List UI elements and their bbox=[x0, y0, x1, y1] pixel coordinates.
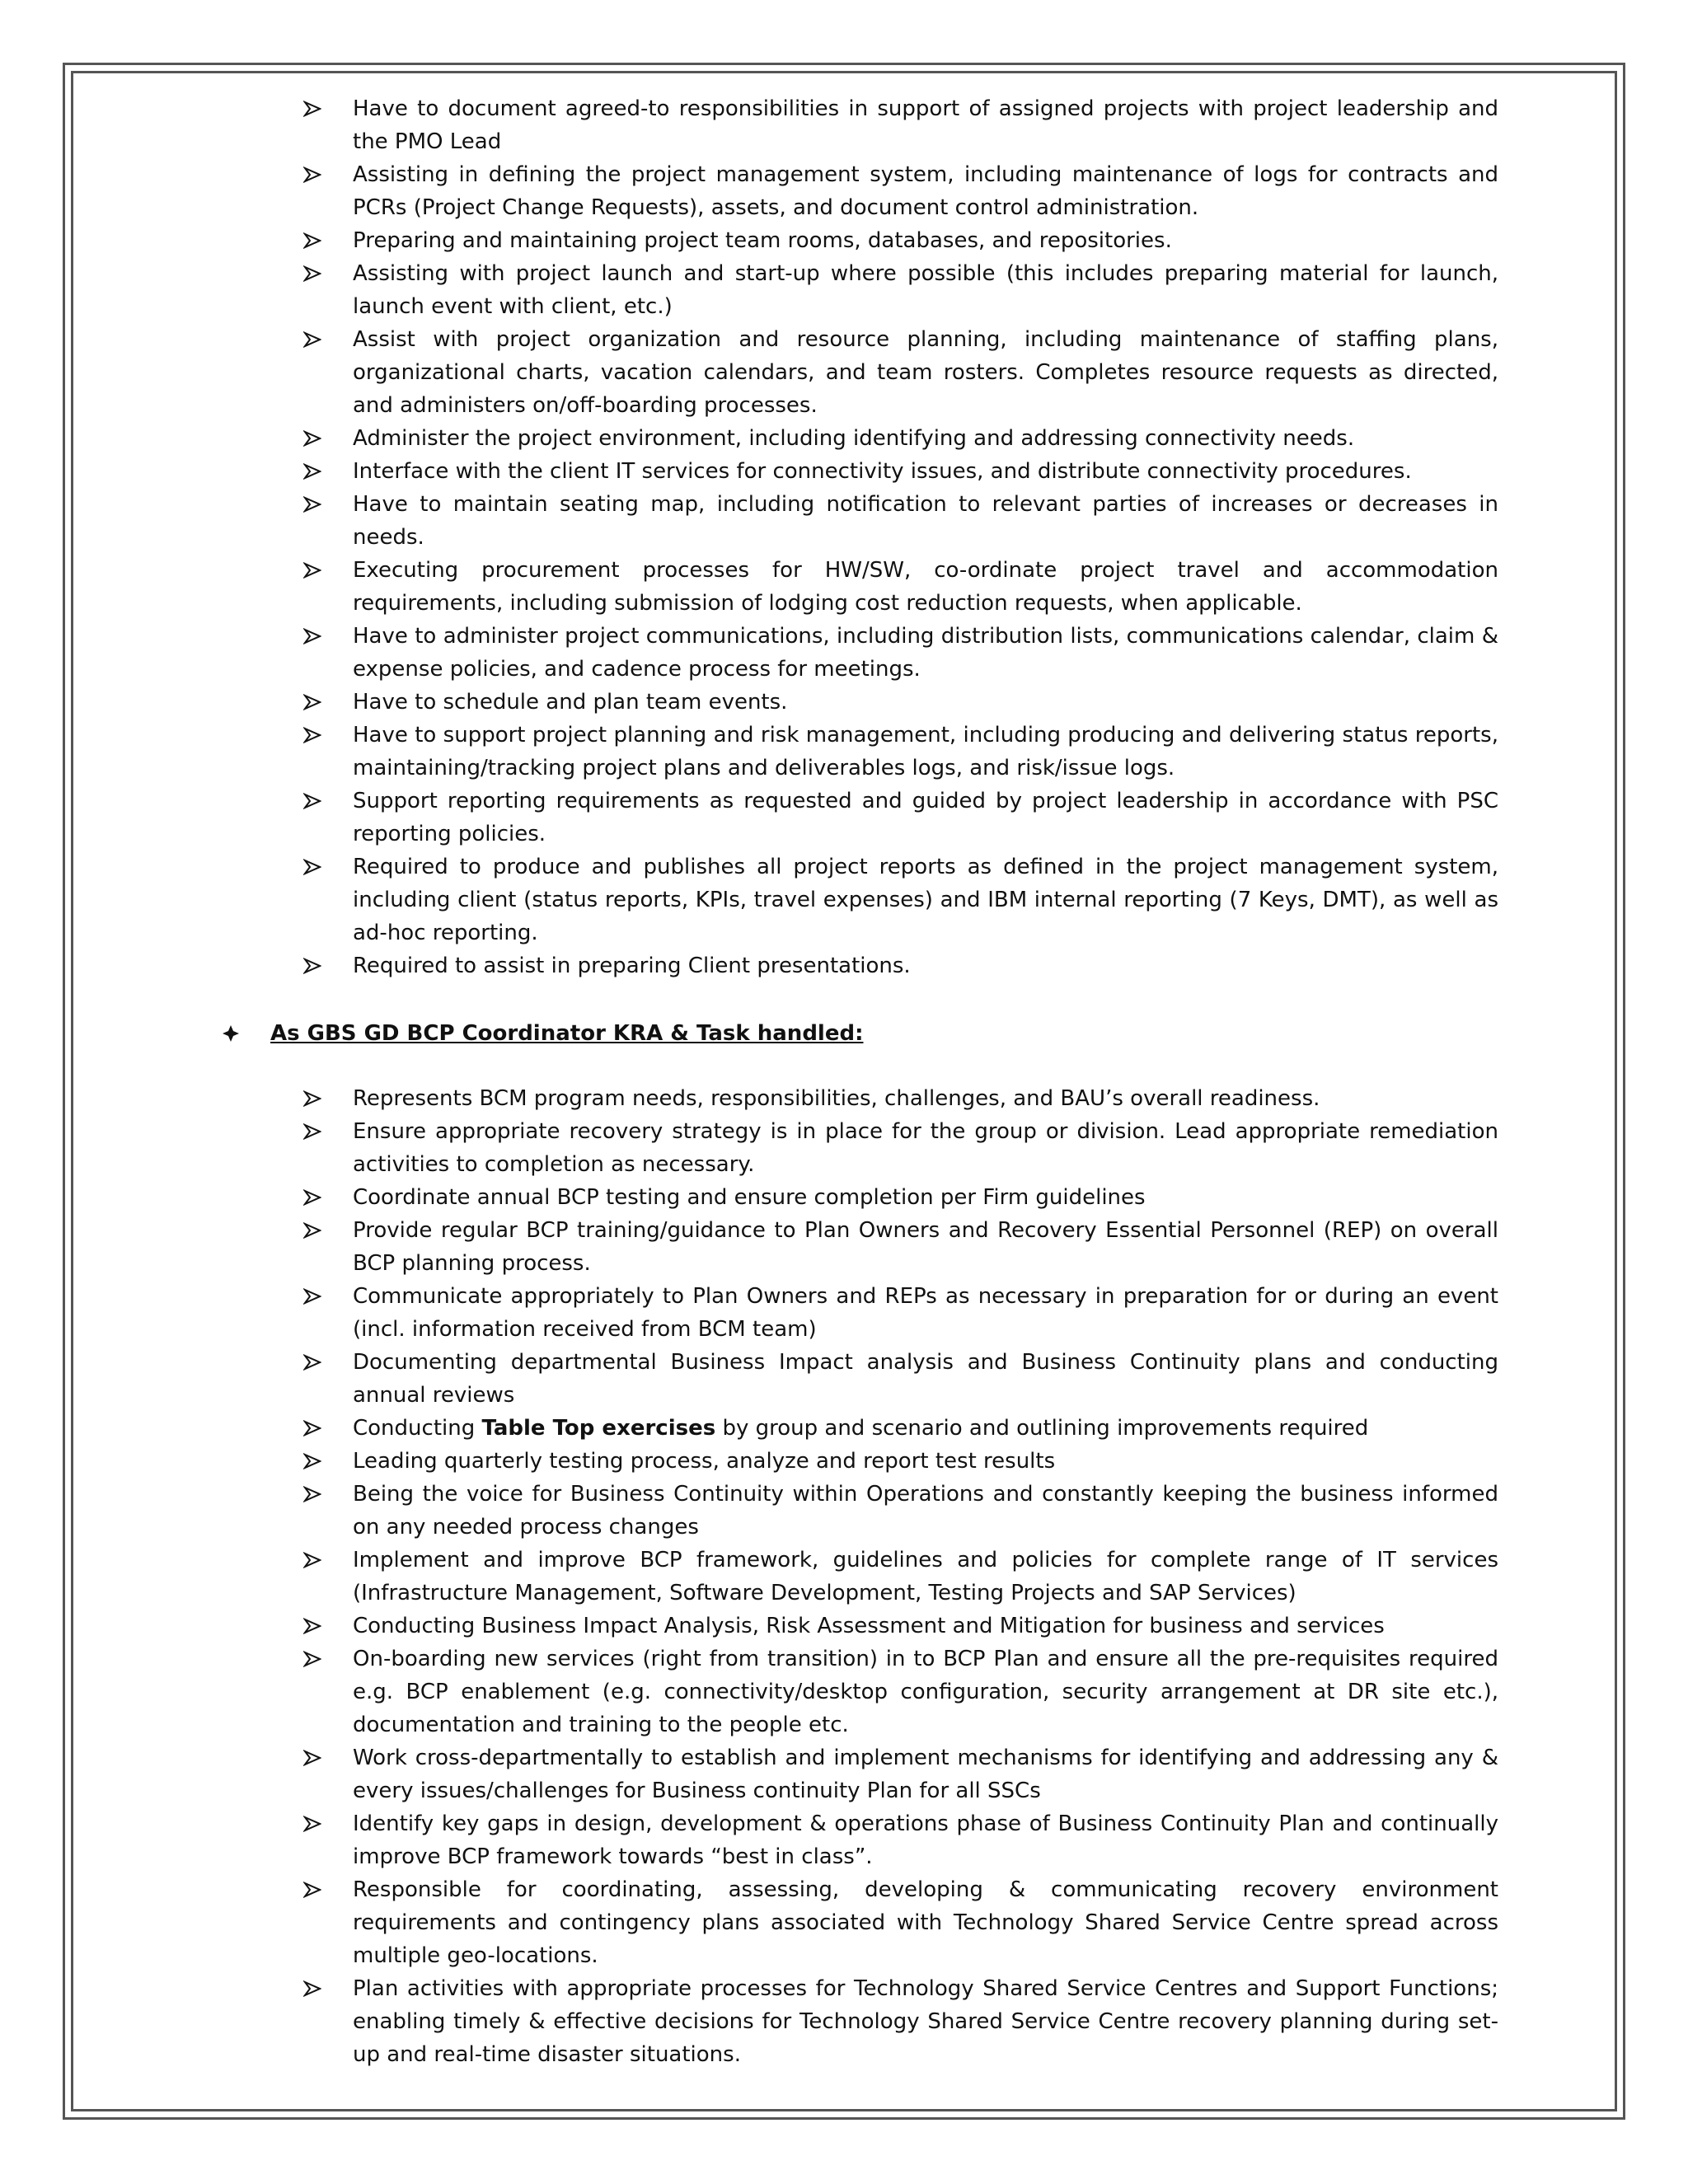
list-item-text: Conducting Business Impact Analysis, Risk Assessment and Mitigation for business and services bbox=[353, 1614, 1385, 1638]
list-item-text: Assisting with project launch and start-up where possible (this includes preparing material for launch, launch event with client, etc.) bbox=[353, 261, 1498, 319]
list-item bbox=[300, 1445, 1498, 1478]
list-item-text-part: Conducting bbox=[353, 1416, 482, 1441]
list-item bbox=[300, 1643, 1498, 1741]
list-item-text: Have to support project planning and risk management, including producing and delivering status reports, maintaining/tracking project plans and deliverables logs, and risk/issue logs. bbox=[353, 723, 1498, 780]
list-item bbox=[300, 1741, 1498, 1807]
list-item-text: Assisting in defining the project management system, including maintenance of logs for contracts and PCRs (Project Change Requests), assets, and document control administration. bbox=[353, 162, 1498, 220]
arrow-bullet-icon bbox=[300, 1807, 325, 1840]
list-item bbox=[300, 488, 1498, 554]
arrow-bullet-icon bbox=[300, 257, 325, 290]
list-item-text: Work cross-departmentally to establish and implement mechanisms for identifying and addressing any & every issues/challenges for Business continuity Plan for all SSCs bbox=[353, 1746, 1498, 1803]
arrow-bullet-icon bbox=[300, 1214, 325, 1247]
list-item bbox=[300, 1807, 1498, 1873]
list-item bbox=[300, 1610, 1498, 1643]
list-item bbox=[300, 554, 1498, 620]
arrow-bullet-icon bbox=[300, 785, 325, 818]
arrow-bullet-icon bbox=[300, 422, 325, 455]
list-item bbox=[300, 851, 1498, 949]
arrow-bullet-icon bbox=[300, 1643, 325, 1675]
list-item bbox=[300, 1873, 1498, 1972]
list-item-text: Executing procurement processes for HW/SW, co-ordinate project travel and accommodation requirements, including submission of lodging cost reduction requests, when applicable. bbox=[353, 558, 1498, 616]
list-item-text: Assist with project organization and resource planning, including maintenance of staffing plans, organizational charts, vacation calendars, and team rosters. Completes resource requests as directed, and administers on/off-boarding processes. bbox=[353, 327, 1498, 418]
list-item bbox=[300, 949, 1498, 982]
list-item-text: Plan activities with appropriate processes for Technology Shared Service Centres and Support Functions; enabling timely & effective decisions for Technology Shared Service Centre recovery planning during set-up and real-time disaster situations. bbox=[353, 1976, 1498, 2067]
list-item bbox=[300, 1115, 1498, 1181]
list-item-text: Documenting departmental Business Impact analysis and Business Continuity plans and conducting annual reviews bbox=[353, 1350, 1498, 1408]
arrow-bullet-icon bbox=[300, 1181, 325, 1214]
list-item-text: Communicate appropriately to Plan Owners and REPs as necessary in preparation for or during an event (incl. information received from BCM team) bbox=[353, 1284, 1498, 1342]
arrow-bullet-icon bbox=[300, 1544, 325, 1577]
list-item-text: Have to administer project communications, including distribution lists, communications calendar, claim & expense policies, and cadence process for meetings. bbox=[353, 624, 1498, 682]
diamond-bullet-icon bbox=[221, 1024, 241, 1043]
list-item-text: Preparing and maintaining project team rooms, databases, and repositories. bbox=[353, 228, 1172, 253]
section-heading bbox=[221, 1017, 863, 1050]
arrow-bullet-icon bbox=[300, 719, 325, 752]
list-item-text: Required to produce and publishes all project reports as defined in the project management system, including client (status reports, KPIs, travel expenses) and IBM internal reporting (7 Keys, DMT), as well as ad-hoc reporting. bbox=[353, 855, 1498, 945]
list-item-text: Interface with the client IT services for connectivity issues, and distribute connectivity procedures. bbox=[353, 459, 1412, 484]
arrow-bullet-icon bbox=[300, 554, 325, 587]
arrow-bullet-icon bbox=[300, 488, 325, 521]
list-item bbox=[300, 686, 1498, 719]
arrow-bullet-icon bbox=[300, 1115, 325, 1148]
arrow-bullet-icon bbox=[300, 1445, 325, 1478]
arrow-bullet-icon bbox=[300, 323, 325, 356]
arrow-bullet-icon bbox=[300, 1346, 325, 1379]
responsibilities-list bbox=[300, 92, 1498, 982]
arrow-bullet-icon bbox=[300, 224, 325, 257]
list-item bbox=[300, 323, 1498, 422]
list-item-text: Administer the project environment, including identifying and addressing connectivity needs. bbox=[353, 426, 1355, 451]
arrow-bullet-icon bbox=[300, 158, 325, 191]
list-item bbox=[300, 422, 1498, 455]
arrow-bullet-icon bbox=[300, 1412, 325, 1445]
list-item-text: Represents BCM program needs, responsibilities, challenges, and BAU’s overall readiness. bbox=[353, 1086, 1320, 1111]
section-heading-text: As GBS GD BCP Coordinator KRA & Task handled: bbox=[270, 1021, 864, 1046]
list-item-text: Required to assist in preparing Client presentations. bbox=[353, 954, 911, 978]
list-item bbox=[300, 257, 1498, 323]
list-item bbox=[300, 1181, 1498, 1214]
bcp-coordinator-list bbox=[300, 1082, 1498, 2071]
list-item-text: On-boarding new services (right from transition) in to BCP Plan and ensure all the pre-requisites required e.g. BCP enablement (e.g. connectivity/desktop configuration, security arrangement at DR site etc.), documentation and training to the people etc. bbox=[353, 1647, 1498, 1737]
list-item-text bbox=[353, 1412, 1498, 1445]
list-item-text: Have to maintain seating map, including notification to relevant parties of increases or decreases in needs. bbox=[353, 492, 1498, 550]
list-item bbox=[300, 455, 1498, 488]
list-item-text: Being the voice for Business Continuity within Operations and constantly keeping the business informed on any needed process changes bbox=[353, 1482, 1498, 1540]
list-item-text: Provide regular BCP training/guidance to Plan Owners and Recovery Essential Personnel (REP) on overall BCP planning process. bbox=[353, 1218, 1498, 1276]
arrow-bullet-icon bbox=[300, 455, 325, 488]
arrow-bullet-icon bbox=[300, 686, 325, 719]
arrow-bullet-icon bbox=[300, 620, 325, 653]
list-item bbox=[300, 158, 1498, 224]
list-item bbox=[300, 224, 1498, 257]
arrow-bullet-icon bbox=[300, 1873, 325, 1906]
list-item bbox=[300, 785, 1498, 851]
list-item bbox=[300, 620, 1498, 686]
list-item-text: Have to document agreed-to responsibilities in support of assigned projects with project leadership and the PMO Lead bbox=[353, 96, 1498, 154]
list-item bbox=[300, 92, 1498, 158]
list-item-text: Support reporting requirements as requested and guided by project leadership in accordance with PSC reporting policies. bbox=[353, 789, 1498, 846]
arrow-bullet-icon bbox=[300, 1972, 325, 2005]
arrow-bullet-icon bbox=[300, 1610, 325, 1643]
list-item-text: Leading quarterly testing process, analyze and report test results bbox=[353, 1449, 1056, 1474]
list-item-bold-text: Table Top exercises bbox=[481, 1416, 716, 1441]
arrow-bullet-icon bbox=[300, 1280, 325, 1313]
list-item-text: Identify key gaps in design, development & operations phase of Business Continuity Plan and continually improve BCP framework towards “best in class”. bbox=[353, 1811, 1498, 1869]
list-item bbox=[300, 1544, 1498, 1610]
list-item bbox=[300, 1412, 1498, 1445]
arrow-bullet-icon bbox=[300, 1082, 325, 1115]
list-item-text: Coordinate annual BCP testing and ensure completion per Firm guidelines bbox=[353, 1185, 1146, 1210]
list-item-text: Implement and improve BCP framework, guidelines and policies for complete range of IT services (Infrastructure Management, Software Development, Testing Projects and SAP Services) bbox=[353, 1548, 1498, 1605]
arrow-bullet-icon bbox=[300, 851, 325, 883]
arrow-bullet-icon bbox=[300, 949, 325, 982]
list-item-text: Ensure appropriate recovery strategy is in place for the group or division. Lead appropriate remediation activities to completion as necessary. bbox=[353, 1119, 1498, 1177]
list-item bbox=[300, 1082, 1498, 1115]
arrow-bullet-icon bbox=[300, 1741, 325, 1774]
arrow-bullet-icon bbox=[300, 1478, 325, 1511]
list-item bbox=[300, 719, 1498, 785]
list-item bbox=[300, 1214, 1498, 1280]
list-item bbox=[300, 1280, 1498, 1346]
list-item bbox=[300, 1972, 1498, 2071]
arrow-bullet-icon bbox=[300, 92, 325, 125]
list-item-text: Responsible for coordinating, assessing, developing & communicating recovery environment requirements and contingency plans associated with Technology Shared Service Centre spread across multiple geo-locations. bbox=[353, 1877, 1498, 1968]
list-item-text-part: by group and scenario and outlining improvements required bbox=[715, 1416, 1369, 1441]
list-item-text: Have to schedule and plan team events. bbox=[353, 690, 788, 715]
list-item bbox=[300, 1478, 1498, 1544]
list-item bbox=[300, 1346, 1498, 1412]
